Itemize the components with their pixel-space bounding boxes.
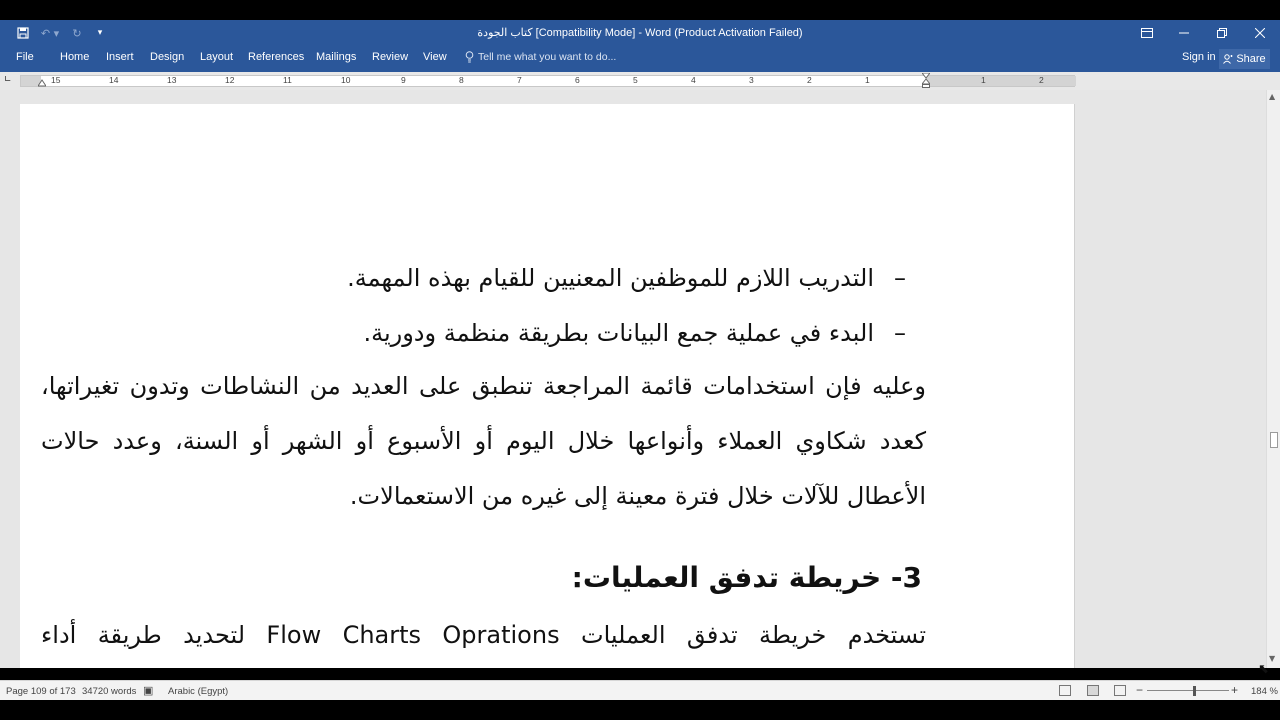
ruler-number: 14 xyxy=(109,75,119,85)
bullet-item: التدريب اللازم للموظفين المعنيين للقيام بهذه المهمة. xyxy=(347,264,874,292)
ruler-number: 10 xyxy=(341,75,351,85)
left-indent-marker-icon[interactable] xyxy=(38,79,46,87)
tab-design[interactable]: Design xyxy=(150,51,185,63)
document-page[interactable] xyxy=(20,104,1075,668)
zoom-out-icon[interactable]: − xyxy=(1136,683,1144,697)
close-icon[interactable] xyxy=(1246,24,1274,42)
ruler-number: 3 xyxy=(749,75,754,85)
tab-home[interactable]: Home xyxy=(60,51,90,63)
language-indicator[interactable]: Arabic (Egypt) xyxy=(168,686,229,697)
window-title: كتاب الجودة [Compatibility Mode] - Word (Product Activation Failed) xyxy=(477,27,803,39)
indent-marker-icon[interactable] xyxy=(922,73,930,89)
ruler-number: 9 xyxy=(401,75,406,85)
paragraph-line: تستخدم خريطة تدفق العمليات Flow Charts Oprations لتحديد طريقة أداء xyxy=(41,621,926,649)
ruler-margin-right xyxy=(926,76,1076,86)
vertical-scrollbar[interactable] xyxy=(1266,90,1280,668)
tab-references[interactable]: References xyxy=(248,51,305,63)
zoom-slider-thumb[interactable] xyxy=(1193,686,1196,696)
scrollbar-thumb[interactable] xyxy=(1270,432,1278,448)
tab-insert[interactable]: Insert xyxy=(106,51,134,63)
ruler-number: 5 xyxy=(633,75,638,85)
ruler-number: 1 xyxy=(865,75,870,85)
ruler-number: 1 xyxy=(981,75,986,85)
zoom-slider-track[interactable] xyxy=(1147,690,1229,691)
ruler-number: 11 xyxy=(283,75,292,85)
redo-icon[interactable]: ↻ xyxy=(72,26,82,40)
bottom-bar xyxy=(0,700,1280,720)
bullet-item: البدء في عملية جمع البيانات بطريقة منظمة ودورية. xyxy=(363,319,874,347)
ruler-number: 12 xyxy=(225,75,235,85)
paragraph-line: الأعطال للآلات خلال فترة معينة إلى غيره من الاستعمالات. xyxy=(349,482,926,510)
status-bar xyxy=(0,680,1280,700)
zoom-in-icon[interactable]: + xyxy=(1231,683,1239,697)
tab-layout[interactable]: Layout xyxy=(200,51,234,63)
zoom-level[interactable]: 184 % xyxy=(1251,686,1278,697)
person-icon xyxy=(1223,54,1233,64)
page-indicator[interactable]: Page 109 of 173 xyxy=(6,686,76,697)
title-bar xyxy=(0,20,1280,46)
ruler-number: 4 xyxy=(691,75,696,85)
scroll-down-icon[interactable]: ▼ xyxy=(1269,654,1276,663)
ruler-number: 7 xyxy=(517,75,522,85)
ribbon-tabs xyxy=(0,46,1280,72)
ruler-number: 15 xyxy=(51,75,61,85)
word-count[interactable]: 34720 words xyxy=(82,686,137,697)
ruler-number: 8 xyxy=(459,75,464,85)
share-button[interactable] xyxy=(1219,49,1270,69)
tab-mailings[interactable]: Mailings xyxy=(316,51,357,63)
mouse-pointer-icon: ⬉ xyxy=(1258,662,1269,677)
tell-me-box[interactable] xyxy=(465,51,616,63)
ruler-area xyxy=(0,72,1280,90)
horizontal-ruler[interactable] xyxy=(20,75,1075,87)
tab-file[interactable]: File xyxy=(16,51,34,63)
web-layout-icon[interactable] xyxy=(1114,685,1126,696)
bullet-dash: – xyxy=(894,264,906,292)
customize-icon[interactable]: ▾ xyxy=(97,28,103,38)
bullet-dash: – xyxy=(894,319,906,347)
ruler-number: 2 xyxy=(807,75,812,85)
tell-me-text: Tell me what you want to do... xyxy=(478,51,617,63)
sign-in-link[interactable]: Sign in xyxy=(1182,51,1216,63)
paragraph-line: كعدد شكاوي العملاء وأنواعها خلال اليوم أو الأسبوع أو الشهر أو السنة، وعدد حالات xyxy=(41,427,926,455)
paragraph-line: وعليه فإن استخدامات قائمة المراجعة تنطبق على العديد من النشاطات وتدون تغيراتها، xyxy=(41,372,926,400)
undo-icon[interactable]: ↶ ▾ xyxy=(40,26,60,40)
read-mode-icon[interactable] xyxy=(1059,685,1071,696)
ruler-number: 2 xyxy=(1039,75,1044,85)
restore-icon[interactable] xyxy=(1208,24,1236,42)
lightbulb-icon xyxy=(465,51,474,63)
scroll-up-icon[interactable]: ▲ xyxy=(1269,92,1276,101)
tab-view[interactable]: View xyxy=(423,51,447,63)
ruler-number: 13 xyxy=(167,75,177,85)
print-layout-icon[interactable] xyxy=(1087,685,1099,696)
share-label: Share xyxy=(1236,53,1266,65)
section-heading: 3- خريطة تدفق العمليات: xyxy=(571,561,922,594)
tab-review[interactable]: Review xyxy=(372,51,409,63)
minimize-icon[interactable] xyxy=(1170,24,1198,42)
tab-selector-icon[interactable]: ∟ xyxy=(4,75,12,85)
document-canvas xyxy=(0,90,1266,668)
proofing-icon[interactable]: ▣ xyxy=(143,685,154,697)
ribbon-display-options-icon[interactable] xyxy=(1133,24,1161,42)
ruler-number: 6 xyxy=(575,75,580,85)
